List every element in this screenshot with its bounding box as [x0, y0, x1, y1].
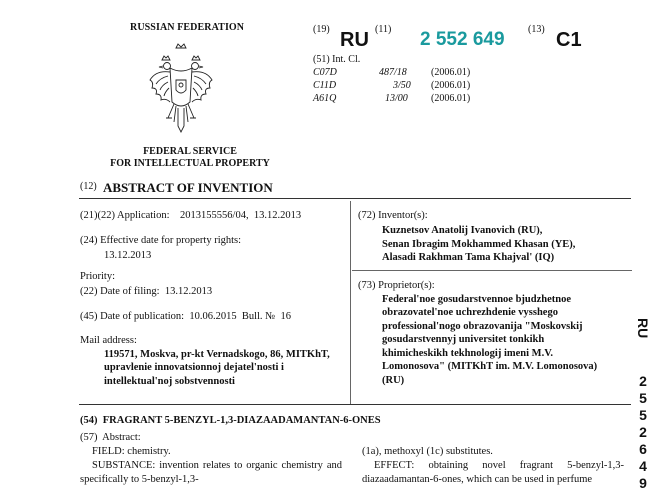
ipc-row	[313, 67, 491, 80]
mail-address-value: 119571, Moskva, pr-kt Vernadskogo, 86, MITKhT, upravlenie innovatsionnoj dejatel'nosti i intellektual'noj sobstvennosti	[104, 349, 330, 387]
top-divider	[79, 198, 631, 199]
ipc-version: (2006.01)	[431, 93, 471, 104]
application-field: (21)(22) Application: 2013155556/04, 13.12.2013	[80, 210, 302, 221]
ipc-group: 13/00	[385, 93, 408, 104]
side-digit: 4	[639, 457, 647, 474]
filing-date-field: (22) Date of filing: 13.12.2013	[80, 286, 213, 297]
substitutes-line: (1a), methoxyl (1c) substitutes.	[362, 446, 493, 457]
effect-paragraph: EFFECT: obtaining novel fragrant 5-benzyl-1,3-diazaadamantan-6-ones, which can be used in perfume	[362, 460, 624, 485]
side-digit: 5	[639, 406, 647, 423]
office-name-text: FEDERAL SERVICE FOR INTELLECTUAL PROPERTY	[110, 146, 270, 169]
ipc-group: 487/18	[379, 67, 407, 78]
office-name	[110, 146, 270, 170]
effective-date-value: 13.12.2013	[104, 250, 152, 261]
ipc-group: 3/50	[393, 80, 411, 91]
abstract-label: (57) Abstract:	[80, 432, 141, 443]
side-digit: 5	[639, 389, 647, 406]
bottom-divider	[79, 404, 631, 405]
side-number	[633, 373, 653, 492]
double-headed-eagle-emblem-icon	[148, 42, 214, 138]
inventors-list: Kuznetsov Anatolij Ivanovich (RU), Senan Ibragim Mokhammed Khasan (YE), Alasadi Rakhman Tama Khajval' (IQ)	[382, 225, 576, 264]
right-section-divider	[352, 270, 632, 271]
proprietor-label: (73) Proprietor(s):	[358, 280, 435, 291]
ipc-version: (2006.01)	[431, 80, 471, 91]
ipc-code: C11D	[313, 80, 337, 91]
patent-number: 2 552 649	[420, 29, 505, 50]
ipc-row	[313, 80, 491, 93]
column-divider	[350, 201, 351, 405]
ipc-classification-list	[313, 67, 491, 106]
inid-code-19: (19)	[313, 24, 330, 35]
side-digit: 2	[639, 423, 647, 440]
side-digit: 9	[639, 474, 647, 491]
inid-code-12: (12)	[80, 181, 97, 192]
side-digit: 6	[639, 440, 647, 457]
ipc-version: (2006.01)	[431, 67, 471, 78]
country-code: RU	[340, 29, 369, 51]
document-title: ABSTRACT OF INVENTION	[103, 180, 273, 195]
mail-address-label: Mail address:	[80, 335, 137, 346]
ipc-row	[313, 93, 491, 106]
effective-date-label: (24) Effective date for property rights:	[80, 235, 242, 246]
invention-title: (54) FRAGRANT 5-BENZYL-1,3-DIAZAADAMANTAN-6-ONES	[80, 415, 381, 426]
ipc-code: C07D	[313, 67, 337, 78]
priority-label: Priority:	[80, 271, 116, 282]
publication-date-field: (45) Date of publication: 10.06.2015 Bull. № 16	[80, 311, 291, 322]
country-heading: RUSSIAN FEDERATION	[130, 22, 245, 33]
side-country-code: RU	[635, 318, 651, 339]
inventors-label: (72) Inventor(s):	[358, 210, 428, 221]
side-document-id	[633, 318, 653, 492]
ipc-code: A61Q	[313, 93, 337, 104]
substance-paragraph: SUBSTANCE: invention relates to organic chemistry and specifically to 5-benzyl-1,3-	[80, 460, 342, 485]
inid-code-13: (13)	[528, 24, 545, 35]
field-of-invention: FIELD: chemistry.	[92, 446, 171, 457]
int-cl-label: (51) Int. Cl.	[313, 54, 361, 65]
side-digit: 2	[639, 372, 647, 389]
inid-code-11: (11)	[375, 24, 392, 35]
kind-code: C1	[556, 29, 582, 51]
proprietor-value: Federal'noe gosudarstvennoe bjudzhetnoe obrazovatel'noe uchrezhdenie vysshego professional'nogo obrazovanija "Moskovskij gosudarstvennyj universitet tonkikh khimicheskikh tekhnologij imeni M.V. Lomonosova" (MITKhT im. M.V. Lomonosova) (RU)	[382, 294, 598, 386]
